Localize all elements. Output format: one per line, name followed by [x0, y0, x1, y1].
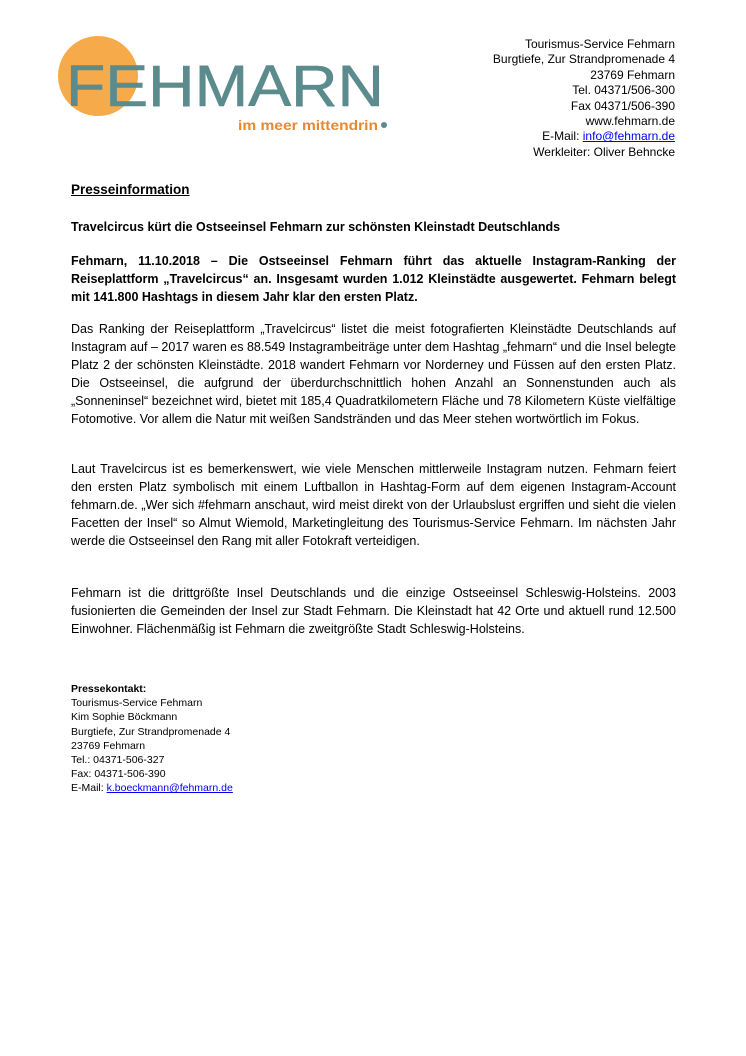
- body-paragraph-3: Fehmarn ist die drittgrößte Insel Deutschlands und die einzige Ostseeinsel Schleswig-Holsteins. 2003 fusionierten die Gemeinden der Insel zur Stadt Fehmarn. Die Kleinstadt hat 42 Orte und aktuell rund 12.500 Einwohner. Flächenmäßig ist Fehmarn die zweitgrößte Stadt Schleswig-Holsteins.: [71, 586, 676, 636]
- logo-wordmark: FEHMARN: [66, 54, 384, 119]
- contact-email-label: E-Mail:: [71, 782, 107, 795]
- contact-name: Kim Sophie Böckmann: [71, 711, 178, 724]
- section-title: Presseinformation: [71, 182, 190, 197]
- address-manager: Werkleiter: Oliver Behncke: [533, 144, 675, 159]
- address-street: Burgtiefe, Zur Strandpromenade 4: [492, 52, 675, 67]
- body-paragraph-1: Das Ranking der Reiseplattform „Travelcircus“ listet die meist fotografierten Kleinstädte Deutschlands auf Instagram auf – 2017 waren es 88.549 Instagrambeiträge unter dem Hashtag „fehmarn“ und die Insel belegte Platz 2 der schönsten Kleinstädte. 2018 wandert Fehmarn vor Norderney und Füssen auf den ersten Platz. Die Ostseeinsel, die aufgrund der überdurchschnittlich hohen Anzahl an Sonnenstunden auch als „Sonneninsel“ bezeichnet wird, bietet mit 185,4 Quadratkilometern Fläche und 78 Kilometern Küste vielfältige Fotomotive. Vor allem die Natur mit weißen Sandstränden und das Meer stehen wortwörtlich im Fokus.: [71, 322, 676, 426]
- contact-city: 23769 Fehmarn: [71, 739, 146, 752]
- address-org: Tourismus-Service Fehmarn: [524, 37, 675, 51]
- address-email-link[interactable]: info@fehmarn.de: [582, 129, 675, 144]
- contact-street: Burgtiefe, Zur Strandpromenade 4: [71, 725, 231, 738]
- contact-email-line: [71, 781, 233, 795]
- contact-fax: Fax: 04371-506-390: [71, 768, 166, 781]
- address-city: 23769 Fehmarn: [590, 67, 675, 82]
- address-email-line: [493, 129, 675, 144]
- sender-address: [493, 37, 675, 160]
- press-contact: [71, 682, 233, 796]
- address-email-label: E-Mail:: [542, 129, 583, 144]
- contact-org: Tourismus-Service Fehmarn: [71, 697, 203, 710]
- body-paragraph-2: Laut Travelcircus ist es bemerkenswert, wie viele Menschen mittlerweile Instagram nutzen. Fehmarn feiert den ersten Platz symbolisch mit einem Luftballon in Hashtag-Form auf dem eigenen Instagram-Account fehmarn.de. „Wer sich #fehmarn anschaut, wird meist direkt von der Urlaubslust ergriffen und sieht die vielen Facetten der Insel“ so Almut Wiemold, Marketingleitung des Tourismus-Service Fehmarn. Im nächsten Jahr werde die Ostseeinsel den Rang mit aller Fotokraft verteidigen.: [71, 462, 676, 548]
- fehmarn-logo-graphic: [52, 34, 397, 144]
- contact-tel: Tel.: 04371-506-327: [71, 754, 165, 767]
- lead-paragraph: Fehmarn, 11.10.2018 – Die Ostseeinsel Fehmarn führt das aktuelle Instagram-Ranking der Reiseplattform „Travelcircus“ an. Insgesamt wurden 1.012 Kleinstädte ausgewertet. Fehmarn belegt mit 141.800 Hashtags in diesem Jahr klar den ersten Platz.: [71, 254, 676, 304]
- contact-email-link[interactable]: k.boeckmann@fehmarn.de: [106, 782, 233, 795]
- headline: Travelcircus kürt die Ostseeinsel Fehmarn zur schönsten Kleinstadt Deutschlands: [71, 220, 561, 234]
- tagline-dot: [381, 122, 387, 128]
- address-tel: Tel. 04371/506-300: [572, 83, 675, 98]
- fehmarn-logo: [52, 34, 397, 144]
- press-contact-label: Pressekontakt:: [71, 683, 147, 695]
- address-fax: Fax 04371/506-390: [570, 98, 675, 113]
- logo-tagline: im meer mittendrin: [238, 117, 378, 133]
- address-web: www.fehmarn.de: [585, 114, 675, 129]
